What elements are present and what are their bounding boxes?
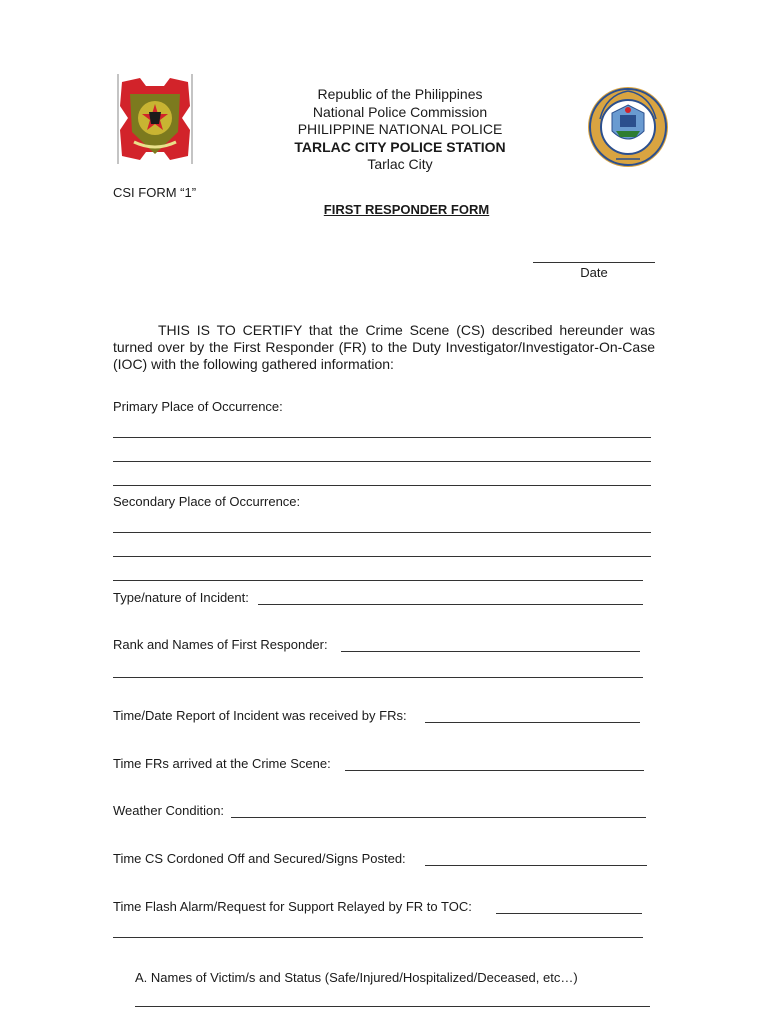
- date-field-line[interactable]: [533, 262, 655, 263]
- victims-line-1[interactable]: [135, 1006, 650, 1007]
- arrived-line[interactable]: [345, 770, 644, 771]
- pnp-badge-logo: [116, 72, 194, 166]
- report-received-line[interactable]: [425, 722, 640, 723]
- header-pnp: PHILIPPINE NATIONAL POLICE: [297, 121, 503, 137]
- header-commission: National Police Commission: [312, 103, 488, 120]
- secondary-place-line-3[interactable]: [113, 580, 643, 581]
- date-label: Date: [580, 265, 608, 280]
- tarlac-city-seal-logo: [586, 79, 670, 175]
- incident-type-line[interactable]: [258, 604, 643, 605]
- primary-place-label: Primary Place of Occurrence:: [113, 399, 283, 414]
- arrived-label: Time FRs arrived at the Crime Scene:: [113, 756, 331, 771]
- certification-paragraph: THIS IS TO CERTIFY that the Crime Scene (CS) described hereunder was turned over by the First Responder (FR) to the Duty Investigator/Investigator-On-Case (IOC) with the following gathered information:: [113, 322, 655, 372]
- first-responder-label: Rank and Names of First Responder:: [113, 637, 328, 652]
- header-city: Tarlac City: [367, 156, 433, 172]
- secondary-place-label: Secondary Place of Occurrence:: [113, 494, 301, 509]
- report-received-label: Time/Date Report of Incident was received by FRs:: [113, 708, 407, 723]
- weather-line[interactable]: [231, 817, 646, 818]
- cordoned-label: Time CS Cordoned Off and Secured/Signs Posted:: [113, 851, 406, 866]
- first-responder-line-2[interactable]: [113, 677, 643, 678]
- primary-place-line-3[interactable]: [113, 485, 651, 486]
- header-republic: Republic of the Philippines: [317, 86, 483, 102]
- secondary-place-line-2[interactable]: [113, 556, 651, 557]
- weather-label: Weather Condition:: [113, 803, 225, 818]
- document-header: [250, 86, 550, 174]
- primary-place-line-2[interactable]: [113, 461, 651, 462]
- form-code: CSI FORM “1”: [113, 185, 197, 200]
- incident-type-label: Type/nature of Incident:: [113, 590, 249, 605]
- secondary-place-line-1[interactable]: [113, 532, 651, 533]
- flash-alarm-line-1[interactable]: [496, 913, 642, 914]
- victims-item-a: A. Names of Victim/s and Status (Safe/Injured/Hospitalized/Deceased, etc…): [135, 970, 578, 985]
- header-station: TARLAC CITY POLICE STATION: [294, 138, 506, 155]
- primary-place-line-1[interactable]: [113, 437, 651, 438]
- flash-alarm-label: Time Flash Alarm/Request for Support Relayed by FR to TOC:: [113, 899, 472, 914]
- first-responder-line-1[interactable]: [341, 651, 640, 652]
- form-title: FIRST RESPONDER FORM: [323, 202, 490, 217]
- flash-alarm-line-2[interactable]: [113, 937, 643, 938]
- cordoned-line[interactable]: [425, 865, 647, 866]
